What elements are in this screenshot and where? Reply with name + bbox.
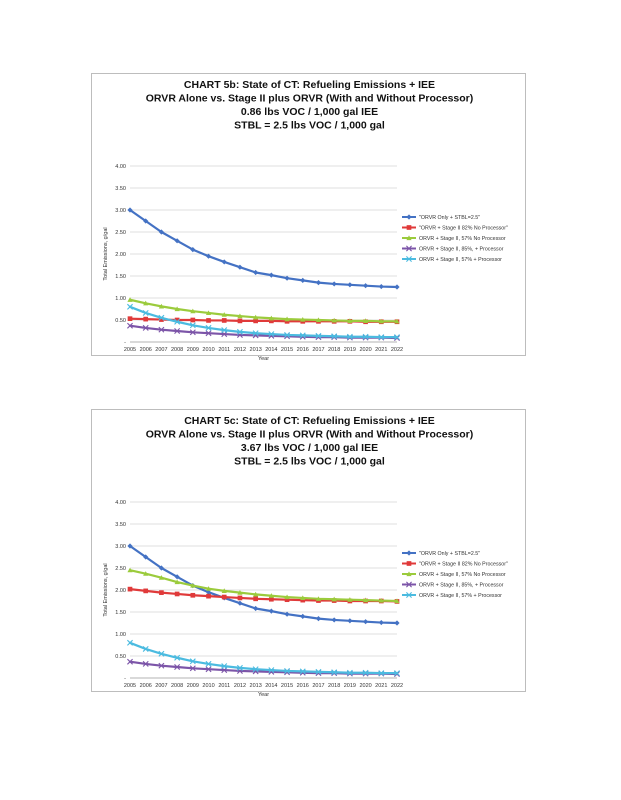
chart-5c-x-tick-label: 2010 <box>202 683 215 689</box>
chart-5c-data-point <box>316 616 321 621</box>
chart-5c-y-tick-label: 1.00 <box>115 632 126 638</box>
chart-5b-title-line-3: 0.86 lbs VOC / 1,000 gal IEE <box>240 106 379 118</box>
chart-5c-y-tick-label: 2.50 <box>115 566 126 572</box>
chart-5c-y-tick-label: 3.00 <box>115 544 126 550</box>
chart-5c-data-point <box>332 617 337 622</box>
chart-5b-x-tick-label: 2011 <box>218 347 231 353</box>
chart-5b-legend-marker <box>407 225 412 230</box>
chart-5b-x-tick-label: 2019 <box>343 347 357 353</box>
chart-5c-legend-entry <box>402 561 508 567</box>
chart-5b <box>91 73 526 362</box>
chart-5b-x-tick-label: 2006 <box>139 347 152 353</box>
chart-5b-data-point <box>222 318 227 323</box>
chart-5c-title-line-1: CHART 5c: State of CT: Refueling Emissions + IEE <box>184 415 435 427</box>
chart-5c-legend-label: ORVR + Stage II, 85%, + Processor <box>419 582 504 589</box>
chart-5c-legend-entry <box>402 592 502 599</box>
chart-5c-x-tick-label: 2011 <box>218 683 231 689</box>
chart-5b-data-point <box>269 273 274 278</box>
chart-5b-x-tick-label: 2015 <box>280 347 294 353</box>
chart-5c-legend-marker <box>407 561 412 566</box>
chart-5b-y-tick-label: 2.00 <box>115 252 126 258</box>
chart-5b-legend-marker <box>406 214 411 219</box>
chart-5b-data-point <box>143 317 148 322</box>
chart-5c-y-tick-label: 0.50 <box>115 654 126 660</box>
chart-5c-data-point <box>284 612 289 617</box>
chart-5b-y-tick-label: 3.00 <box>115 208 126 214</box>
chart-5c-data-point <box>253 596 258 601</box>
chart-5c-title-line-3: 3.67 lbs VOC / 1,000 gal IEE <box>240 442 379 454</box>
chart-5c-x-tick-label: 2013 <box>249 683 262 689</box>
chart-5c-x-tick-label: 2006 <box>139 683 152 689</box>
chart-5b-legend-entry <box>402 246 504 253</box>
chart-5c-legend-label: "ORVR + Stage II 82% No Processor" <box>419 561 508 568</box>
chart-5b-data-point <box>190 318 195 323</box>
chart-5b-legend-label: ORVR + Stage II, 57% No Processor <box>419 236 506 242</box>
chart-5b-x-tick-label: 2007 <box>155 347 168 353</box>
chart-5b-y-tick-label: - <box>124 340 126 346</box>
chart-5b-legend-label: "ORVR Only + STBL=2.5" <box>419 215 481 221</box>
chart-5c-data-point <box>237 601 242 606</box>
chart-5b-x-tick-label: 2018 <box>328 347 341 353</box>
chart-5b-y-tick-label: 2.50 <box>115 230 126 236</box>
chart-5b-series-1 <box>127 207 399 289</box>
chart-5c-legend-entry <box>402 582 504 589</box>
chart-5c-y-tick-label: 3.50 <box>115 522 126 528</box>
chart-5b-data-point <box>300 278 305 283</box>
chart-5b-y-tick-label: 4.00 <box>115 164 126 170</box>
chart-5c-series-line <box>130 570 397 601</box>
chart-5c-x-tick-label: 2015 <box>280 683 294 689</box>
chart-5b-legend-label: ORVR + Stage II, 85%, + Processor <box>419 246 504 253</box>
chart-5b-title-line-1: CHART 5b: State of CT: Refueling Emissions + IEE <box>183 79 436 91</box>
chart-5b-x-tick-label: 2022 <box>390 347 404 353</box>
chart-5b-legend-label: ORVR + Stage II, 57% + Processor <box>419 257 502 263</box>
chart-5b-x-tick-label: 2017 <box>312 347 325 353</box>
chart-5b-legend-entry <box>402 225 508 231</box>
chart-5c-data-point <box>128 587 133 592</box>
chart-5b-data-point <box>347 282 352 287</box>
chart-5b-title-line-2: ORVR Alone vs. Stage II plus ORVR (With and Without Processor) <box>145 92 474 105</box>
chart-5c-data-point <box>222 595 227 600</box>
chart-5b-series-line <box>130 300 397 322</box>
chart-5c-legend-label: ORVR + Stage II, 57% + Processor <box>419 593 502 599</box>
chart-5c-x-tick-label: 2021 <box>375 683 388 689</box>
chart-5b-svg <box>92 74 527 362</box>
chart-5c <box>91 409 526 698</box>
chart-5c-data-point <box>206 594 211 599</box>
chart-5b-series-4 <box>127 323 399 341</box>
chart-5c-y-tick-label: 2.00 <box>115 588 126 594</box>
chart-5b-data-point <box>284 276 289 281</box>
chart-5b-data-point <box>128 316 133 321</box>
chart-5b-x-tick-label: 2016 <box>296 347 309 353</box>
chart-5c-x-tick-label: 2019 <box>343 683 357 689</box>
chart-5c-series-line <box>130 643 397 673</box>
chart-5c-data-point <box>269 609 274 614</box>
chart-5c-x-axis-title: Year <box>257 692 270 698</box>
chart-5b-legend-entry <box>402 256 502 263</box>
chart-5c-data-point <box>253 606 258 611</box>
chart-5c-legend-entry <box>402 571 506 578</box>
chart-5b-legend-entry <box>402 214 480 221</box>
chart-5c-data-point <box>300 614 305 619</box>
chart-5b-x-tick-label: 2008 <box>170 347 184 353</box>
chart-5b-y-tick-label: 1.00 <box>115 296 126 302</box>
chart-5c-x-tick-label: 2020 <box>359 683 372 689</box>
chart-5c-series-5 <box>127 640 399 676</box>
chart-5c-data-point <box>175 592 180 597</box>
chart-5b-y-tick-label: 1.50 <box>115 274 126 280</box>
chart-5c-y-tick-label: 1.50 <box>115 610 126 616</box>
chart-5b-title-line-4: STBL = 2.5 lbs VOC / 1,000 gal <box>234 119 385 132</box>
chart-5b-x-tick-label: 2010 <box>202 347 215 353</box>
chart-5c-x-tick-label: 2018 <box>328 683 341 689</box>
chart-5c-data-point <box>379 620 384 625</box>
chart-5c-svg <box>92 410 527 698</box>
chart-5c-series-4 <box>127 659 399 677</box>
chart-5c-legend-label: ORVR + Stage II, 57% No Processor <box>419 572 506 578</box>
chart-5c-x-tick-label: 2022 <box>390 683 404 689</box>
chart-5b-legend-entry <box>402 235 506 242</box>
chart-5c-title-line-4: STBL = 2.5 lbs VOC / 1,000 gal <box>234 455 385 468</box>
chart-5c-x-tick-label: 2012 <box>233 683 247 689</box>
chart-5c-legend-marker <box>406 550 411 555</box>
chart-5c-data-point <box>394 620 399 625</box>
chart-5c-data-point <box>238 596 243 601</box>
chart-5b-data-point <box>206 318 211 323</box>
chart-5c-data-point <box>190 593 195 598</box>
chart-5c-title-line-2: ORVR Alone vs. Stage II plus ORVR (With and Without Processor) <box>145 428 474 441</box>
chart-5c-data-point <box>159 590 164 595</box>
chart-5c-legend-label: "ORVR Only + STBL=2.5" <box>419 551 481 557</box>
chart-5c-legend-entry <box>402 550 480 557</box>
chart-5c-y-tick-label: 4.00 <box>115 500 126 506</box>
chart-5b-data-point <box>379 284 384 289</box>
chart-5b-x-tick-label: 2020 <box>359 347 372 353</box>
chart-5b-x-tick-label: 2014 <box>265 347 278 353</box>
chart-5b-data-point <box>332 281 337 286</box>
chart-5c-x-tick-label: 2017 <box>312 683 325 689</box>
chart-5b-legend-label: "ORVR + Stage II 82% No Processor" <box>419 225 508 232</box>
chart-5c-y-tick-label: - <box>124 676 126 682</box>
chart-5b-y-tick-label: 0.50 <box>115 318 126 324</box>
chart-5b-data-point <box>394 284 399 289</box>
chart-5b-x-tick-label: 2005 <box>123 347 137 353</box>
chart-5b-data-point <box>238 319 243 324</box>
chart-5c-x-tick-label: 2016 <box>296 683 309 689</box>
chart-5c-series-1 <box>127 543 399 625</box>
chart-5c-x-tick-label: 2009 <box>186 683 199 689</box>
chart-5b-x-tick-label: 2012 <box>233 347 247 353</box>
chart-5b-x-axis-title: Year <box>257 356 270 362</box>
chart-5c-x-tick-label: 2005 <box>123 683 137 689</box>
chart-5b-data-point <box>237 265 242 270</box>
chart-5c-data-point <box>143 589 148 594</box>
chart-5b-x-tick-label: 2021 <box>375 347 388 353</box>
chart-5b-series-line <box>130 210 397 287</box>
chart-5b-data-point <box>363 283 368 288</box>
chart-5b-y-axis-title: Total Emissions, g/gal <box>103 227 109 281</box>
chart-5b-data-point <box>253 270 258 275</box>
chart-5c-x-tick-label: 2008 <box>170 683 184 689</box>
chart-5b-y-tick-label: 3.50 <box>115 186 126 192</box>
chart-5b-x-tick-label: 2013 <box>249 347 262 353</box>
chart-5b-data-point <box>316 280 321 285</box>
chart-5c-series-line <box>130 546 397 623</box>
chart-5c-data-point <box>347 618 352 623</box>
chart-5b-x-tick-label: 2009 <box>186 347 199 353</box>
chart-5c-x-tick-label: 2014 <box>265 683 278 689</box>
chart-5c-data-point <box>363 619 368 624</box>
chart-5c-y-axis-title: Total Emissions, g/gal <box>103 563 109 617</box>
chart-5c-x-tick-label: 2007 <box>155 683 168 689</box>
